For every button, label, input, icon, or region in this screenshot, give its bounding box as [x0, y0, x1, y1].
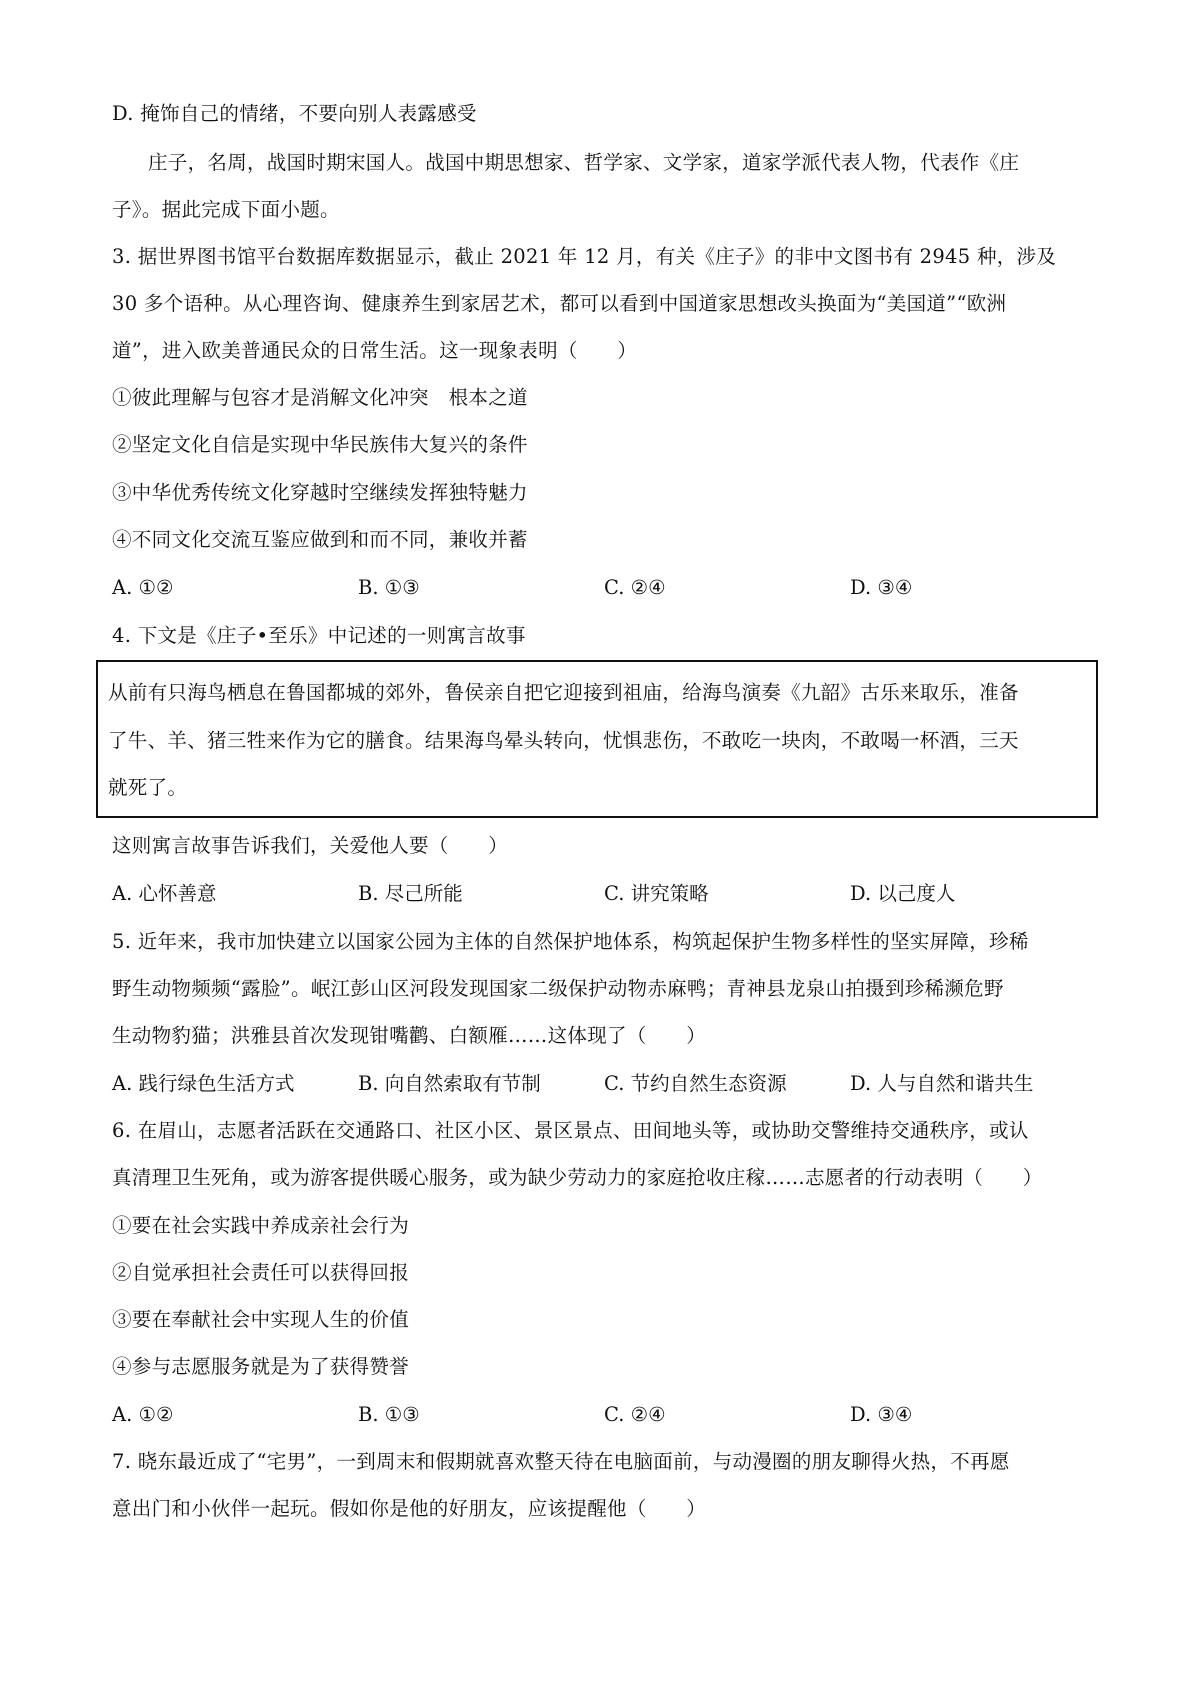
q6-statement-3: ③要在奉献社会中实现人生的价值	[112, 1308, 410, 1331]
q6-option-b: B. ①③	[358, 1403, 420, 1426]
q5-option-b: B. 向自然索取有节制	[358, 1072, 541, 1095]
q4-option-c: C. 讲究策略	[604, 882, 709, 905]
q6-statement-1: ①要在社会实践中养成亲社会行为	[112, 1214, 410, 1237]
q6-statement-4: ④参与志愿服务就是为了获得赞誉	[112, 1355, 410, 1378]
q5-option-d: D. 人与自然和谐共生	[850, 1072, 1034, 1095]
q3-statement-2: ②坚定文化自信是实现中华民族伟大复兴的条件	[112, 433, 528, 456]
q7-stem: 7. 晓东最近成了“宅男”，一到周末和假期就喜欢整天待在电脑面前，与动漫圈的朋友聊得火热，不再愿	[112, 1450, 1010, 1473]
q3-statement-1: ①彼此理解与包容才是消解文化冲突 根本之道	[112, 386, 528, 409]
q3-statement-3: ③中华优秀传统文化穿越时空继续发挥独特魅力	[112, 481, 528, 504]
q7-stem-line2: 意出门和小伙伴一起玩。假如你是他的好朋友，应该提醒他（ ）	[112, 1497, 707, 1520]
q2-option-d: D. 掩饰自己的情绪，不要向别人表露感受	[112, 102, 477, 125]
fable-line-1: 从前有只海鸟栖息在鲁国都城的郊外，鲁侯亲自把它迎接到祖庙，给海鸟演奏《九韶》古乐来取乐，准备	[108, 681, 1019, 704]
q3-option-d: D. ③④	[850, 576, 913, 599]
q5-stem: 5. 近年来，我市加快建立以国家公园为主体的自然保护地体系，构筑起保护生物多样性的坚实屏障，珍稀	[112, 930, 1029, 953]
q4-question: 这则寓言故事告诉我们，关爱他人要（ ）	[112, 834, 509, 857]
q6-stem: 6. 在眉山，志愿者活跃在交通路口、社区小区、景区景点、田间地头等，或协助交警维持交通秩序，或认	[112, 1119, 1029, 1142]
q6-stem-line2: 真清理卫生死角，或为游客提供暖心服务，或为缺少劳动力的家庭抢收庄稼……志愿者的行动表明（ ）	[112, 1166, 1043, 1189]
q3-option-b: B. ①③	[358, 576, 420, 599]
fable-line-2: 了牛、羊、猪三牲来作为它的膳食。结果海鸟晕头转向，忧惧悲伤，不敢吃一块肉，不敢喝一杯酒，三天	[108, 729, 1019, 752]
q6-option-c: C. ②④	[604, 1403, 666, 1426]
q6-option-d: D. ③④	[850, 1403, 913, 1426]
q6-statement-2: ②自觉承担社会责任可以获得回报	[112, 1261, 410, 1284]
q3-statement-4: ④不同文化交流互鉴应做到和而不同，兼收并蓄	[112, 528, 528, 551]
q5-option-c: C. 节约自然生态资源	[604, 1072, 787, 1095]
fable-box	[96, 660, 1098, 818]
q3-option-c: C. ②④	[604, 576, 666, 599]
q3-stem: 3. 据世界图书馆平台数据库数据显示，截止 2021 年 12 月，有关《庄子》的非中文图书有 2945 种，涉及	[112, 245, 1057, 268]
passage-intro: 庄子，名周，战国时期宋国人。战国中期思想家、哲学家、文学家，道家学派代表人物，代表作《庄	[148, 151, 1020, 174]
passage-intro-cont: 子》。据此完成下面小题。	[112, 198, 340, 221]
q5-option-a: A. 践行绿色生活方式	[112, 1072, 295, 1095]
q4-option-b: B. 尽己所能	[358, 882, 463, 905]
q4-option-a: A. 心怀善意	[112, 882, 217, 905]
fable-line-3: 就死了。	[108, 776, 188, 799]
q4-stem: 4. 下文是《庄子•至乐》中记述的一则寓言故事	[112, 624, 526, 647]
q4-option-d: D. 以己度人	[850, 882, 956, 905]
q3-option-a: A. ①②	[112, 576, 174, 599]
q6-option-a: A. ①②	[112, 1403, 174, 1426]
q3-stem-line2: 30 多个语种。从心理咨询、健康养生到家居艺术，都可以看到中国道家思想改头换面为“美国道”“欧洲	[112, 292, 1007, 315]
q5-stem-line2: 野生动物频频“露脸”。岷江彭山区河段发现国家二级保护动物赤麻鸭；青神县龙泉山拍摄到珍稀濒危野	[112, 977, 1004, 1000]
q3-stem-line3: 道”，进入欧美普通民众的日常生活。这一现象表明（ ）	[112, 339, 638, 362]
q5-stem-line3: 生动物豹猫；洪雅县首次发现钳嘴鹳、白额雁……这体现了（ ）	[112, 1024, 707, 1047]
